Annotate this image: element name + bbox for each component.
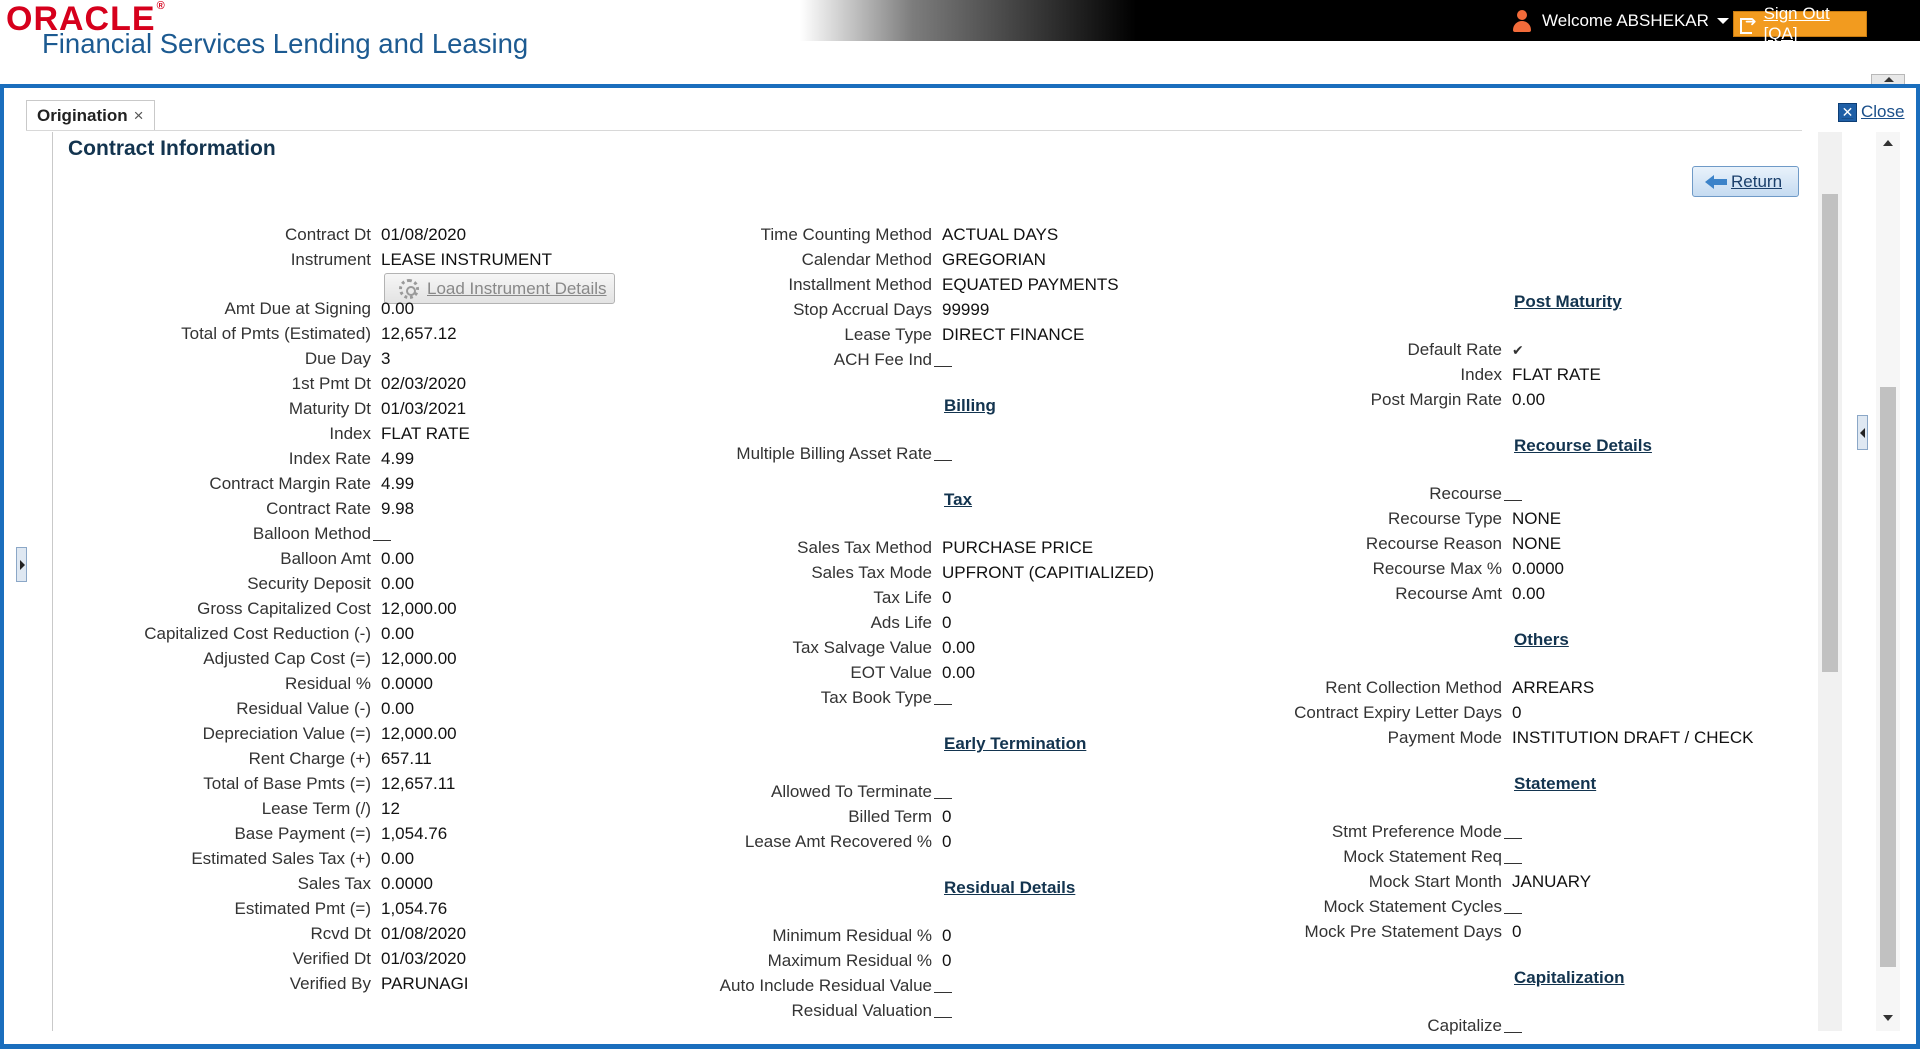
field-verified-dt [0,948,466,970]
field-value: FLAT RATE [1512,365,1601,384]
section-heading-post-maturity: Post Maturity [1514,292,1622,311]
field-maximum-residual [472,950,951,972]
welcome-text: Welcome ABSHEKAR [1542,11,1709,30]
field-value: 0 [942,951,952,970]
section-heading-statement: Statement [1514,774,1597,793]
field-verified-by [0,973,469,995]
field-label: Capitalize [1427,1016,1502,1035]
field-label: Security Deposit [247,574,371,593]
field-label: Lease Term (/) [261,799,371,818]
field-value: 0.00 [1512,584,1546,603]
field-label: Lease Type [844,325,932,344]
chevron-down-icon[interactable] [1717,18,1729,24]
field-label: Mock Statement Req [1343,847,1502,866]
field-1st-pmt-dt [0,373,466,395]
field-value: 99999 [942,300,990,319]
field-ach-fee-ind [472,349,952,371]
field-rent-collection-method [1042,677,1594,699]
oracle-logo: ORACLE® [6,0,166,38]
field-value: LEASE INSTRUMENT [381,250,552,269]
form-scrollbar[interactable] [1818,132,1842,1031]
field-value: 01/03/2021 [381,399,467,418]
field-label: Verified By [289,974,371,993]
field-label: Sales Tax [297,874,371,893]
field-value: 0 [1512,703,1522,722]
sign-out-button[interactable] [1733,4,1867,43]
field-recourse-type [1042,508,1561,530]
right-panel-expander[interactable] [1857,415,1868,450]
field-value: PURCHASE PRICE [942,538,1094,557]
close-icon: ✕ [1838,103,1857,122]
field-label: Default Rate [1407,340,1502,359]
field-label: Contract Rate [266,499,371,518]
field-recourse-amt [1042,583,1545,605]
field-label: Residual Value (-) [236,699,371,718]
field-value: INSTITUTION DRAFT / CHECK [1512,728,1754,747]
field-tax-life [472,587,951,609]
field-label: Due Day [304,349,371,368]
field-label: Ads Life [870,613,932,632]
section-heading-residual-details: Residual Details [944,878,1076,897]
field-label: Contract Margin Rate [209,474,371,493]
field-label: Contract Expiry Letter Days [1294,703,1502,722]
field-value: 0.00 [942,663,976,682]
field-label: Maximum Residual % [767,951,932,970]
field-sales-tax [0,873,433,895]
field-value: 12,000.00 [381,649,457,668]
field-value: JANUARY [1512,872,1592,891]
load-instrument-label: Load Instrument Details [427,278,607,298]
field-contract-margin-rate [0,473,414,495]
field-label: Tax Salvage Value [792,638,932,657]
field-label: Base Payment (=) [234,824,371,843]
field-allowed-to-terminate [472,781,952,803]
field-value: 4.99 [381,474,415,493]
field-value: 02/03/2020 [381,374,467,393]
field-recourse-reason [1042,533,1561,555]
return-label: Return [1731,171,1783,191]
field-label: Index [1460,365,1502,384]
field-value: 0.00 [381,624,415,643]
field-value: 1,054.76 [381,899,448,918]
field-estimated-pmt [0,898,447,920]
field-label: 1st Pmt Dt [291,374,371,393]
field-value: 657.11 [381,749,432,768]
field-contract-dt [0,224,466,246]
field-minimum-residual [472,925,951,947]
field-value: 12,000.00 [381,724,457,743]
empty-value [934,798,952,799]
field-total-of-base-pmts [0,773,455,795]
field-sales-tax-method [472,537,1093,559]
field-depreciation-value [0,723,457,745]
field-label: Tax Life [873,588,932,607]
sign-out-label: Sign Out [QA] [1763,4,1830,43]
field-installment-method [472,274,1119,296]
field-label: Sales Tax Mode [811,563,932,582]
field-index-rate [0,448,414,470]
field-gross-capitalized-cost [0,598,457,620]
field-value: 1,054.76 [381,824,448,843]
field-value: 0.00 [381,574,415,593]
field-label: Mock Pre Statement Days [1304,922,1502,941]
field-label: Mock Statement Cycles [1323,897,1502,916]
field-base-payment [0,823,447,845]
field-value: 0.00 [381,849,415,868]
field-time-counting-method [472,224,1058,246]
close-label: Close [1861,102,1905,121]
field-label: Stmt Preference Mode [1331,822,1502,841]
empty-value [373,540,391,541]
field-value: EQUATED PAYMENTS [942,275,1119,294]
field-label: Capitalized Cost Reduction (-) [144,624,371,643]
empty-value [1504,863,1522,864]
field-total-of-pmts-estimated [0,323,457,345]
scrollbar-thumb[interactable] [1880,387,1896,967]
field-value: GREGORIAN [942,250,1046,269]
field-eot-value [472,662,975,684]
app-header [0,0,1920,84]
field-label: Recourse Reason [1365,534,1502,553]
field-label: Payment Mode [1387,728,1502,747]
field-label: Residual Valuation [791,1001,932,1020]
field-label: Total of Pmts (Estimated) [181,324,371,343]
section-heading-tax: Tax [944,490,973,509]
field-label: Recourse Amt [1395,584,1502,603]
field-label: Sales Tax Method [797,538,932,557]
sign-out-icon [1740,16,1758,32]
field-mock-statement-cycles [1042,896,1522,918]
empty-value [934,1017,952,1018]
empty-value [934,460,952,461]
field-value: 0.0000 [381,874,433,893]
field-lease-term [0,798,400,820]
scroll-up-icon[interactable] [1876,136,1900,152]
field-label: ACH Fee Ind [833,350,932,369]
checkmark-icon: ✔ [1512,341,1524,358]
field-security-deposit [0,573,414,595]
empty-value [934,704,952,705]
field-ads-life [472,612,951,634]
field-auto-include-residual-value [472,975,952,997]
tab-divider [26,130,1802,131]
field-label: Rent Collection Method [1325,678,1502,697]
field-value: DIRECT FINANCE [942,325,1085,344]
scrollbar-thumb[interactable] [1822,194,1838,672]
field-value: NONE [1512,534,1562,553]
empty-value [1504,838,1522,839]
field-residual [0,673,433,695]
field-stop-accrual-days [472,299,989,321]
field-label: Mock Start Month [1368,872,1502,891]
field-instrument [0,249,552,271]
field-billed-term [472,806,951,828]
section-heading-early-termination: Early Termination [944,734,1087,753]
field-label: EOT Value [850,663,932,682]
close-tab-icon[interactable]: × [133,106,144,125]
empty-value [934,366,952,367]
field-label: Auto Include Residual Value [719,976,932,995]
field-value: 0.00 [381,299,415,318]
field-label: Balloon Amt [280,549,371,568]
field-value: PARUNAGI [381,974,469,993]
field-value: 0 [942,807,952,826]
field-value: 12 [381,799,400,818]
field-value: 0 [942,588,952,607]
page-scrollbar[interactable] [1876,132,1900,1031]
empty-value [1504,913,1522,914]
field-label: Total of Base Pmts (=) [203,774,371,793]
field-label: Billed Term [848,807,932,826]
field-contract-expiry-letter-days [1042,702,1521,724]
field-value: 0 [942,613,952,632]
field-stmt-preference-mode [1042,821,1522,843]
field-capitalize [1042,1015,1522,1037]
field-label: Lease Amt Recovered % [744,832,932,851]
section-heading-recourse-details: Recourse Details [1514,436,1652,455]
back-arrow-icon [1705,174,1727,190]
product-name: Financial Services Lending and Leasing [42,28,529,59]
field-value: 0.0000 [1512,559,1564,578]
field-mock-statement-req [1042,846,1522,868]
field-value: 12,000.00 [381,599,457,618]
field-value: 12,657.11 [381,774,456,793]
field-value: 01/08/2020 [381,225,467,244]
field-capitalized-cost-reduction [0,623,414,645]
field-contract-rate [0,498,414,520]
field-label: Adjusted Cap Cost (=) [203,649,371,668]
field-value: FLAT RATE [381,424,470,443]
field-label: Stop Accrual Days [793,300,932,319]
field-value: 0 [1512,922,1522,941]
field-mock-start-month [1042,871,1591,893]
empty-value [934,992,952,993]
field-payment-mode [1042,727,1753,749]
field-tax-salvage-value [472,637,975,659]
field-due-day [0,348,390,370]
field-label: Installment Method [788,275,932,294]
field-recourse-max [1042,558,1564,580]
field-label: Residual % [285,674,371,693]
field-rent-charge [0,748,432,770]
field-value: 01/03/2020 [381,949,467,968]
empty-value [1504,1032,1522,1033]
field-maturity-dt [0,398,466,420]
field-label: Amt Due at Signing [224,299,371,318]
field-calendar-method [472,249,1046,271]
field-value: 0 [942,832,952,851]
field-label: Allowed To Terminate [771,782,932,801]
collapse-header-button[interactable] [1871,74,1905,84]
field-label: Rent Charge (+) [248,749,371,768]
field-label: Estimated Sales Tax (+) [191,849,371,868]
field-value: 0.00 [381,549,415,568]
field-value: 0.00 [1512,390,1546,409]
scroll-down-icon[interactable] [1876,1011,1900,1027]
field-label: Instrument [290,250,371,269]
field-residual-valuation [472,1000,952,1022]
tab-origination[interactable] [26,100,155,131]
field-value: UPFRONT (CAPITIALIZED) [942,563,1155,582]
field-value: 4.99 [381,449,415,468]
field-label: Index Rate [288,449,371,468]
field-label: Gross Capitalized Cost [197,599,371,618]
field-residual-value [0,698,414,720]
field-index [1042,364,1601,386]
field-label: Contract Dt [285,225,371,244]
user-menu[interactable] [1512,9,1729,33]
field-lease-amt-recovered [472,831,951,853]
field-recourse [1042,483,1522,505]
field-value: 3 [381,349,391,368]
section-heading-others: Others [1514,630,1569,649]
field-label: Verified Dt [292,949,371,968]
field-value: NONE [1512,509,1562,528]
field-value: 9.98 [381,499,415,518]
field-label: Recourse Max % [1372,559,1502,578]
field-label: Estimated Pmt (=) [234,899,371,918]
tab-label: Origination [37,106,128,125]
field-value: ACTUAL DAYS [942,225,1059,244]
user-icon [1512,9,1532,33]
close-button[interactable] [1838,102,1904,122]
field-index [0,423,470,445]
section-heading-capitalization: Capitalization [1514,968,1625,987]
field-label: Balloon Method [252,524,371,543]
section-heading-billing: Billing [944,396,996,415]
field-post-margin-rate [1042,389,1545,411]
field-value: 01/08/2020 [381,924,467,943]
field-label: Maturity Dt [288,399,371,418]
page-title: Contract Information [68,137,276,160]
field-mock-pre-statement-days [1042,921,1521,943]
field-estimated-sales-tax [0,848,414,870]
field-label: Time Counting Method [760,225,932,244]
field-value: 0.00 [381,699,415,718]
field-label: Tax Book Type [820,688,932,707]
field-label: Calendar Method [801,250,932,269]
field-label: Multiple Billing Asset Rate [736,444,932,463]
field-rcvd-dt [0,923,466,945]
field-adjusted-cap-cost [0,648,457,670]
field-default-rate [1042,339,1524,361]
field-label: Post Margin Rate [1370,390,1502,409]
field-multiple-billing-asset-rate [472,443,952,465]
field-label: Recourse [1429,484,1502,503]
field-label: Recourse Type [1387,509,1502,528]
field-balloon-amt [0,548,414,570]
return-button[interactable] [1692,166,1799,197]
field-label: Depreciation Value (=) [202,724,371,743]
field-value: 0 [942,926,952,945]
empty-value [1504,500,1522,501]
field-value: ARREARS [1512,678,1595,697]
field-value: 12,657.12 [381,324,457,343]
field-label: Rcvd Dt [310,924,371,943]
field-tax-book-type [472,687,952,709]
field-balloon-method [0,523,391,545]
gear-icon [399,279,419,299]
field-value: 0.00 [942,638,976,657]
field-amt-due-at-signing [0,298,414,320]
field-lease-type [472,324,1084,346]
field-value: 0.0000 [381,674,433,693]
field-label: Index [329,424,371,443]
field-label: Minimum Residual % [772,926,932,945]
